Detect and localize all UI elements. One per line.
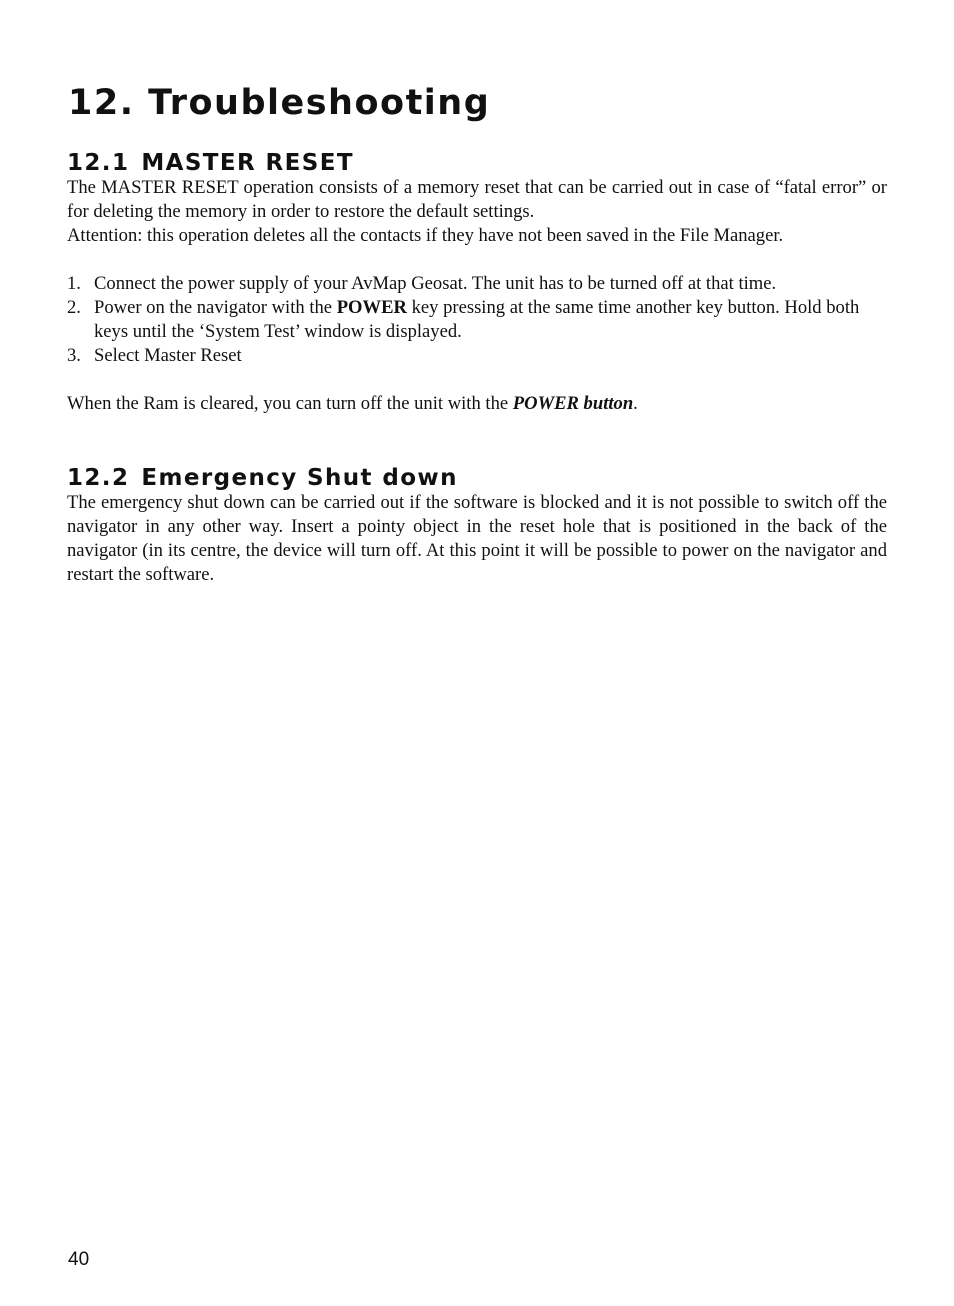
power-button-emphasis: POWER button [512, 393, 634, 414]
closing-text-after: . [633, 393, 638, 414]
emergency-shut-down-description: The emergency shut down can be carried out if the software is blocked and it is not possible to switch off the navigator in any other way. Insert a pointy object in the reset hole that is positioned in the back of the navigator (in its centre, the device will turn off. At this point it will be possible to power on the navigator and restart the software. [67, 492, 887, 585]
section-emergency-shut-down [67, 465, 887, 587]
chapter-title: 12. Troubleshooting [68, 83, 491, 123]
step-item [67, 272, 887, 296]
paragraph-gap [67, 248, 887, 272]
closing-text-before: When the Ram is cleared, you can turn off the unit with the [67, 393, 513, 414]
master-reset-steps [67, 272, 887, 368]
step-text: Select Master Reset [94, 345, 242, 366]
master-reset-attention: Attention: this operation deletes all the contacts if they have not been saved in the File Manager. [67, 225, 784, 246]
step-marker: 3. [67, 345, 81, 366]
master-reset-closing [67, 392, 887, 416]
section-number: 12.1 [67, 150, 130, 176]
step-item [67, 344, 887, 368]
power-key-label: POWER [336, 297, 407, 318]
page-number: 40 [68, 1249, 90, 1270]
step-item [67, 296, 887, 344]
step-text-before: Power on the navigator with the [94, 297, 337, 318]
section-heading-master-reset [67, 150, 887, 176]
master-reset-description: The MASTER RESET operation consists of a memory reset that can be carried out in case of “fatal error” or for deleting the memory in order to restore the default settings. [67, 177, 887, 222]
step-text: Connect the power supply of your AvMap Geosat. The unit has to be turned off at that time. [94, 273, 777, 294]
paragraph-gap [67, 368, 887, 392]
step-marker: 1. [67, 273, 81, 294]
section-title: MASTER RESET [141, 150, 354, 176]
section-number: 12.2 [67, 465, 130, 491]
step-marker: 2. [67, 297, 81, 318]
section-heading-emergency-shut-down [67, 465, 887, 491]
step-text-after: key pressing at the same time another key button. Hold both keys until the ‘System Test’ window is displayed. [94, 297, 860, 342]
section-master-reset [67, 150, 887, 416]
section-title: Emergency Shut down [141, 465, 458, 491]
